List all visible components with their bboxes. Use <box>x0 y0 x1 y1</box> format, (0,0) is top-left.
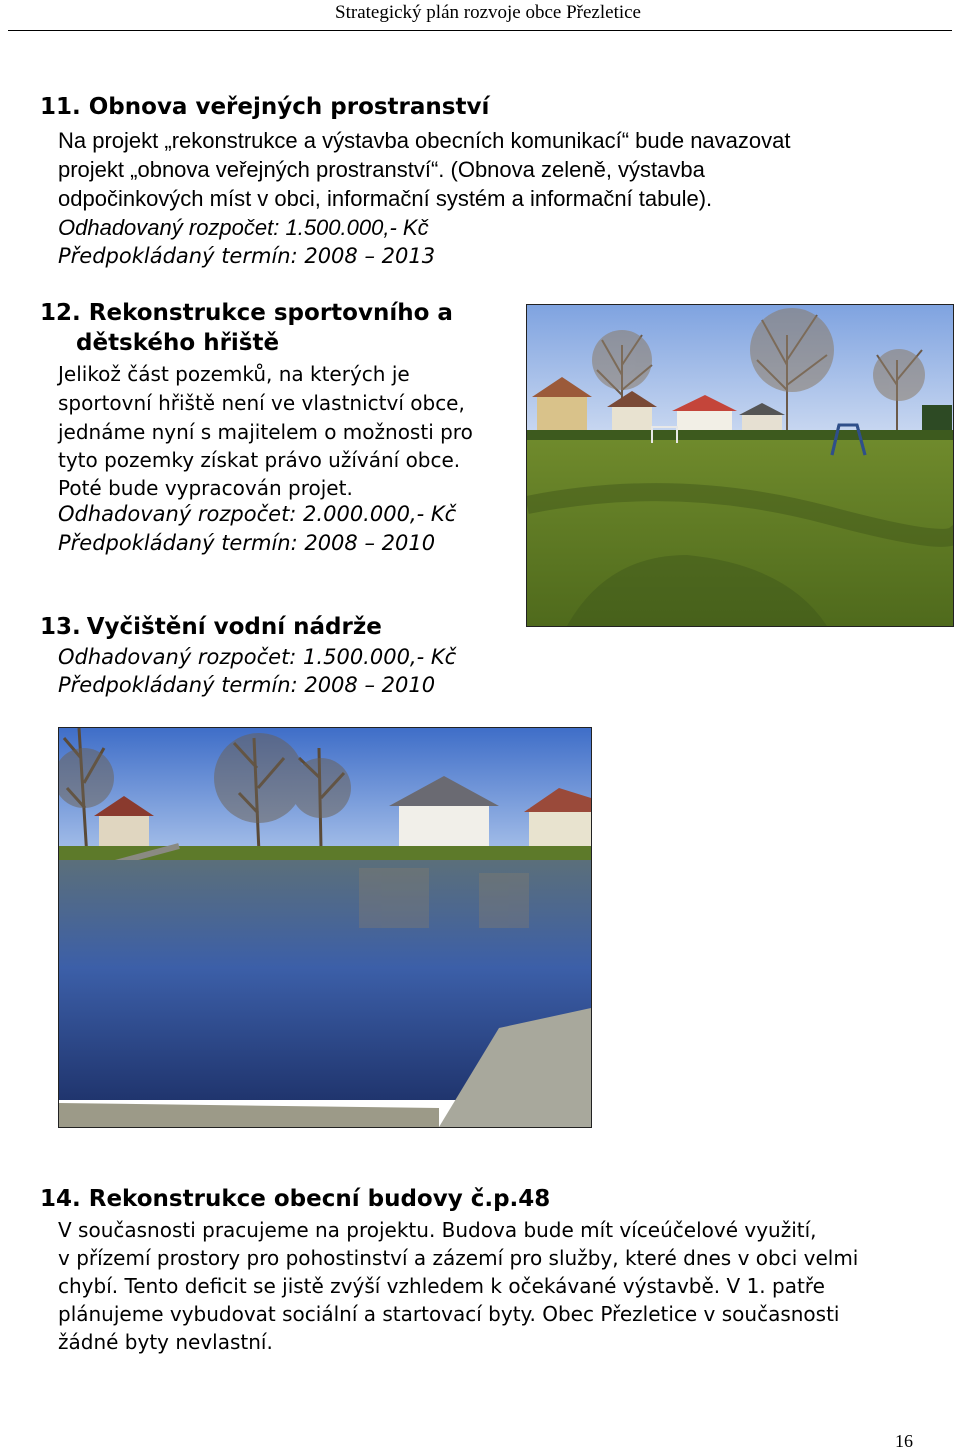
section-11-title: Obnova veřejných prostranství <box>88 94 490 120</box>
section-14-heading <box>40 1186 550 1212</box>
section-12-title-line-2: dětského hřiště <box>76 330 280 356</box>
section-14-title: Rekonstrukce obecní budovy č.p.48 <box>88 1186 551 1212</box>
section-14-line-2: v přízemí prostory pro pohostinství a zázemí pro služby, které dnes v obci velmi <box>58 1246 859 1270</box>
header-title: Strategický plán rozvoje obce Přezletice <box>335 2 641 23</box>
section-12-line-1: Jelikož část pozemků, na kterých je <box>58 362 410 386</box>
header-rule <box>8 30 952 31</box>
page-header <box>0 0 960 31</box>
section-14-number: 14. <box>40 1186 81 1212</box>
section-11-line-3: odpočinkových míst v obci, informační systém a informační tabule). <box>58 186 713 211</box>
pond-photo <box>58 727 592 1128</box>
section-12-heading <box>40 300 453 326</box>
section-14-line-1: V současnosti pracujeme na projektu. Budova bude mít víceúčelové využití, <box>58 1218 817 1242</box>
section-13-number: 13. <box>40 614 81 640</box>
section-11-number: 11. <box>40 94 81 120</box>
section-14-line-4: plánujeme vybudovat sociální a startovací byty. Obec Přezletice v současnosti <box>58 1302 840 1326</box>
section-12-budget: Odhadovaný rozpočet: 2.000.000,- Kč <box>58 502 457 526</box>
section-12-term: Předpokládaný termín: 2008 – 2010 <box>58 531 436 555</box>
section-11-term: Předpokládaný termín: 2008 – 2013 <box>58 244 436 268</box>
section-14-line-5: žádné byty nevlastní. <box>58 1330 273 1354</box>
section-13-budget: Odhadovaný rozpočet: 1.500.000,- Kč <box>58 645 457 669</box>
section-11-line-1: Na projekt „rekonstrukce a výstavba obecních komunikací“ bude navazovat <box>58 128 791 153</box>
section-13-term: Předpokládaný termín: 2008 – 2010 <box>58 673 436 697</box>
section-12-line-4: tyto pozemky získat právo užívání obce. <box>58 448 461 472</box>
section-12-line-2: sportovní hřiště není ve vlastnictví obce, <box>58 391 465 415</box>
section-11-line-2: projekt „obnova veřejných prostranství“. (Obnova zeleně, výstavba <box>58 157 705 182</box>
section-11-budget: Odhadovaný rozpočet: 1.500.000,- Kč <box>58 215 429 240</box>
section-14-line-3: chybí. Tento deficit se jistě zvýší vzhledem k očekávané výstavbě. V 1. patře <box>58 1274 825 1298</box>
section-12-line-5: Poté bude vypracován projet. <box>58 476 353 500</box>
playground-photo <box>526 304 954 627</box>
section-11-heading <box>40 94 489 120</box>
section-13-title: Vyčištění vodní nádrže <box>86 614 382 640</box>
page-number: 16 <box>895 1431 913 1451</box>
section-12-title-line-1: Rekonstrukce sportovního a <box>88 300 453 326</box>
section-12-number: 12. <box>40 300 81 326</box>
section-12-line-3: jednáme nyní s majitelem o možnosti pro <box>58 420 473 444</box>
section-13-heading <box>40 614 382 640</box>
